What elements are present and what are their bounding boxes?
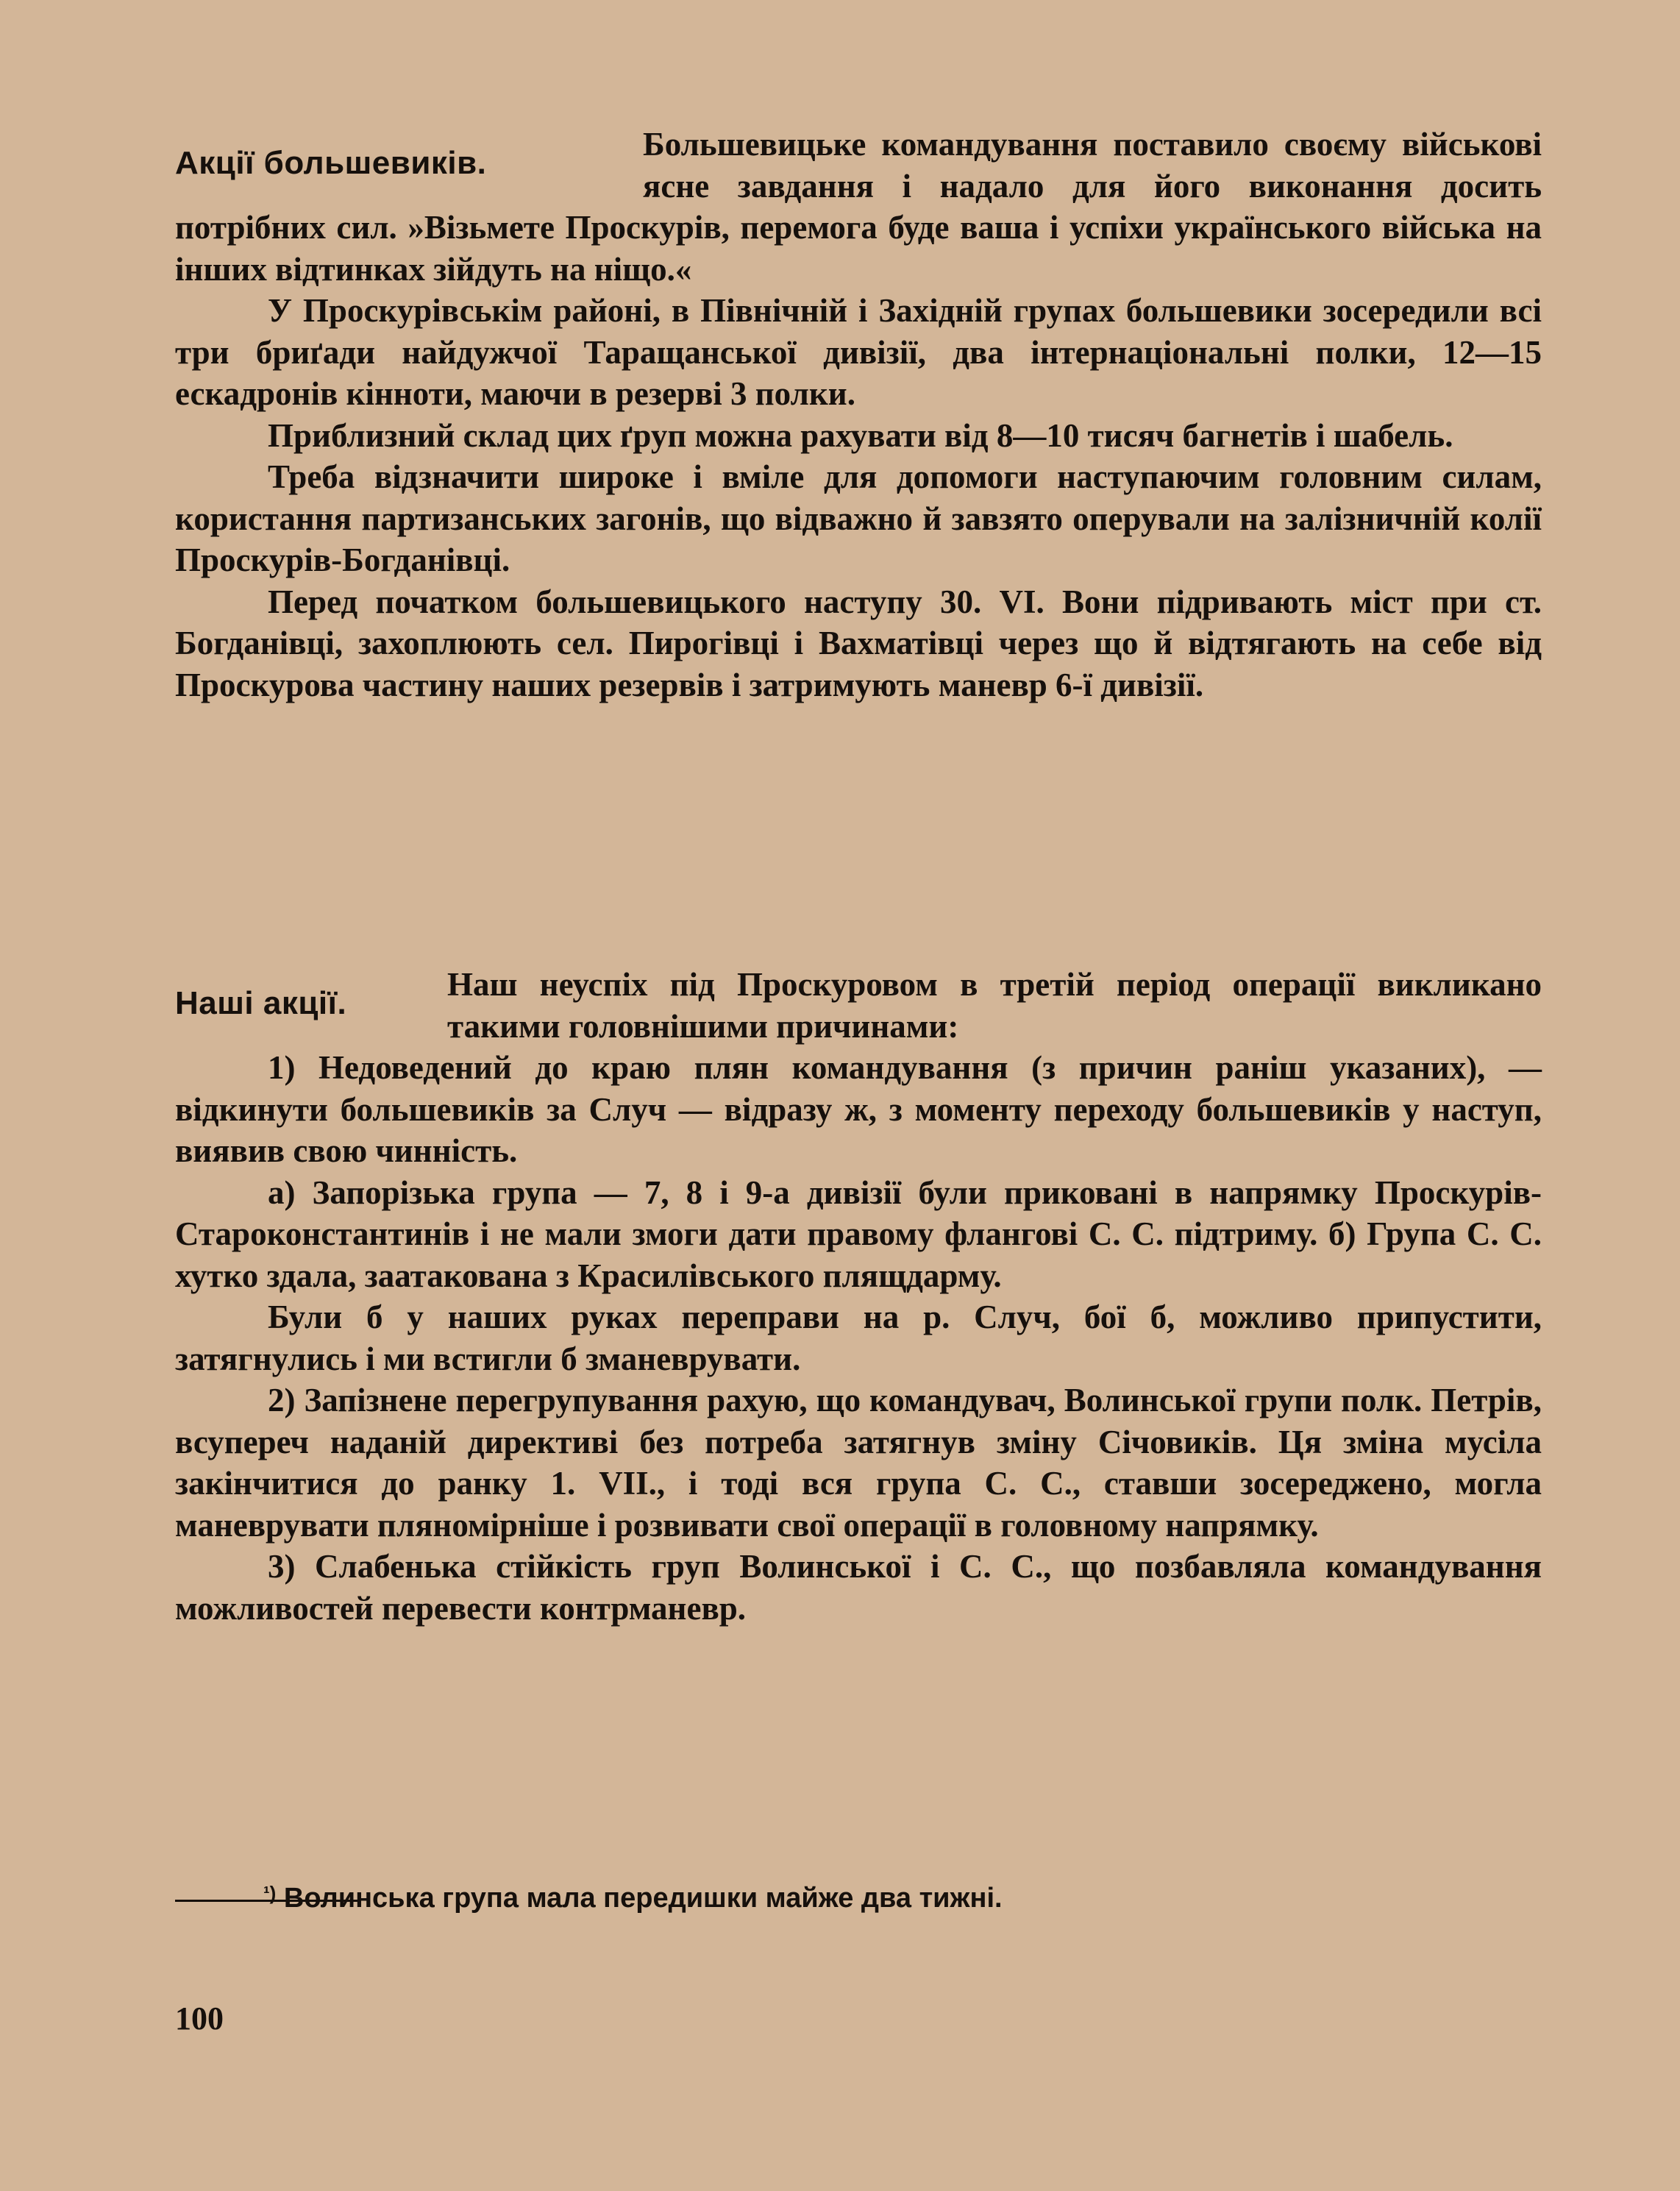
paragraph: 2) Запізнене перегрупування рахую, що командувач, Волинської групи полк. Петрів, всупереч наданій директиві без потреба затягнув зміну Січовиків. Ця зміна мусіла закінчитися до ранку 1. VII., і тоді вся група С. С., ставши зосереджено, могла маневрувати пляномірніше і розвивати свої операції в головному напрямку. [175, 1382, 1542, 1544]
paragraph: У Проскурівськім районі, в Північній і Західній групах большевики зосередили всі три бриґади найдужчої Таращанської дивізії, два інтернаціональні полки, 12—15 ескадронів кінноти, маючи в резерві 3 полки. [175, 292, 1542, 412]
paragraph: Большевицьке командування поставило своєму військові ясне завдання і надало для його виконання досить потрібних сил. »Візьмете Проскурів, перемога буде ваша і успіхи українського війська на інших відтинках зійдуть на ніщо.« [175, 126, 1542, 288]
paragraph: 3) Слабенька стійкість груп Волинської і С. С., що позбавляла командування можливостей перевести контрманевр. [175, 1548, 1542, 1627]
paragraph: Наш неуспіх під Проскуровом в третій період операції викликано такими головнішими причинами: [447, 966, 1542, 1045]
paragraph: Треба відзначити широке і вміле для допомоги наступаючим головним силам, користання партизанських загонів, що відважно й завзято оперували на залізничній колії Проскурів-Богданівці. [175, 458, 1542, 578]
paragraph: Приблизний склад цих ґруп можна рахувати від 8—10 тисяч багнетів і шабель. [268, 416, 1453, 454]
section-heading: Акції большевиків. [175, 145, 487, 181]
footnote [263, 1875, 1003, 1917]
paragraph: Перед початком большевицького наступу 30. VI. Вони підривають міст при ст. Богданівці, захоплюють сел. Пирогівці і Вахматівці через що й відтягають на себе від Проскурова частину наших резервів і затримують маневр 6-ї дивізії. [175, 583, 1542, 703]
paragraph: 1) Недоведений до краю плян командування (з причин раніш указаних), — відкинути большевиків за Случ — відразу ж, з моменту переходу большевиків у наступ, виявив свою чинність. [175, 1049, 1542, 1169]
footnote-text: Волинська група мала передишки майже два тижні. [283, 1883, 1003, 1914]
section-our-actions [175, 964, 1542, 1629]
section-heading: Наші акції. [175, 985, 347, 1021]
paragraph: Були б у наших руках переправи на р. Случ, бої б, можливо припустити, затягнулись і ми встигли б зманеврувати. [175, 1299, 1542, 1377]
page-number: 100 [175, 2000, 224, 2036]
paragraph: а) Запорізька група — 7, 8 і 9-а дивізії були приковані в напрямку Проскурів-Староконстантинів і не мали змоги дати правому флангові С. С. підтриму. б) Група С. С. хутко здала, заатакована з Красилівського плящдарму. [175, 1173, 1542, 1294]
section-bolshevik-actions [175, 124, 1542, 706]
footnote-marker: ¹) [263, 1882, 277, 1904]
